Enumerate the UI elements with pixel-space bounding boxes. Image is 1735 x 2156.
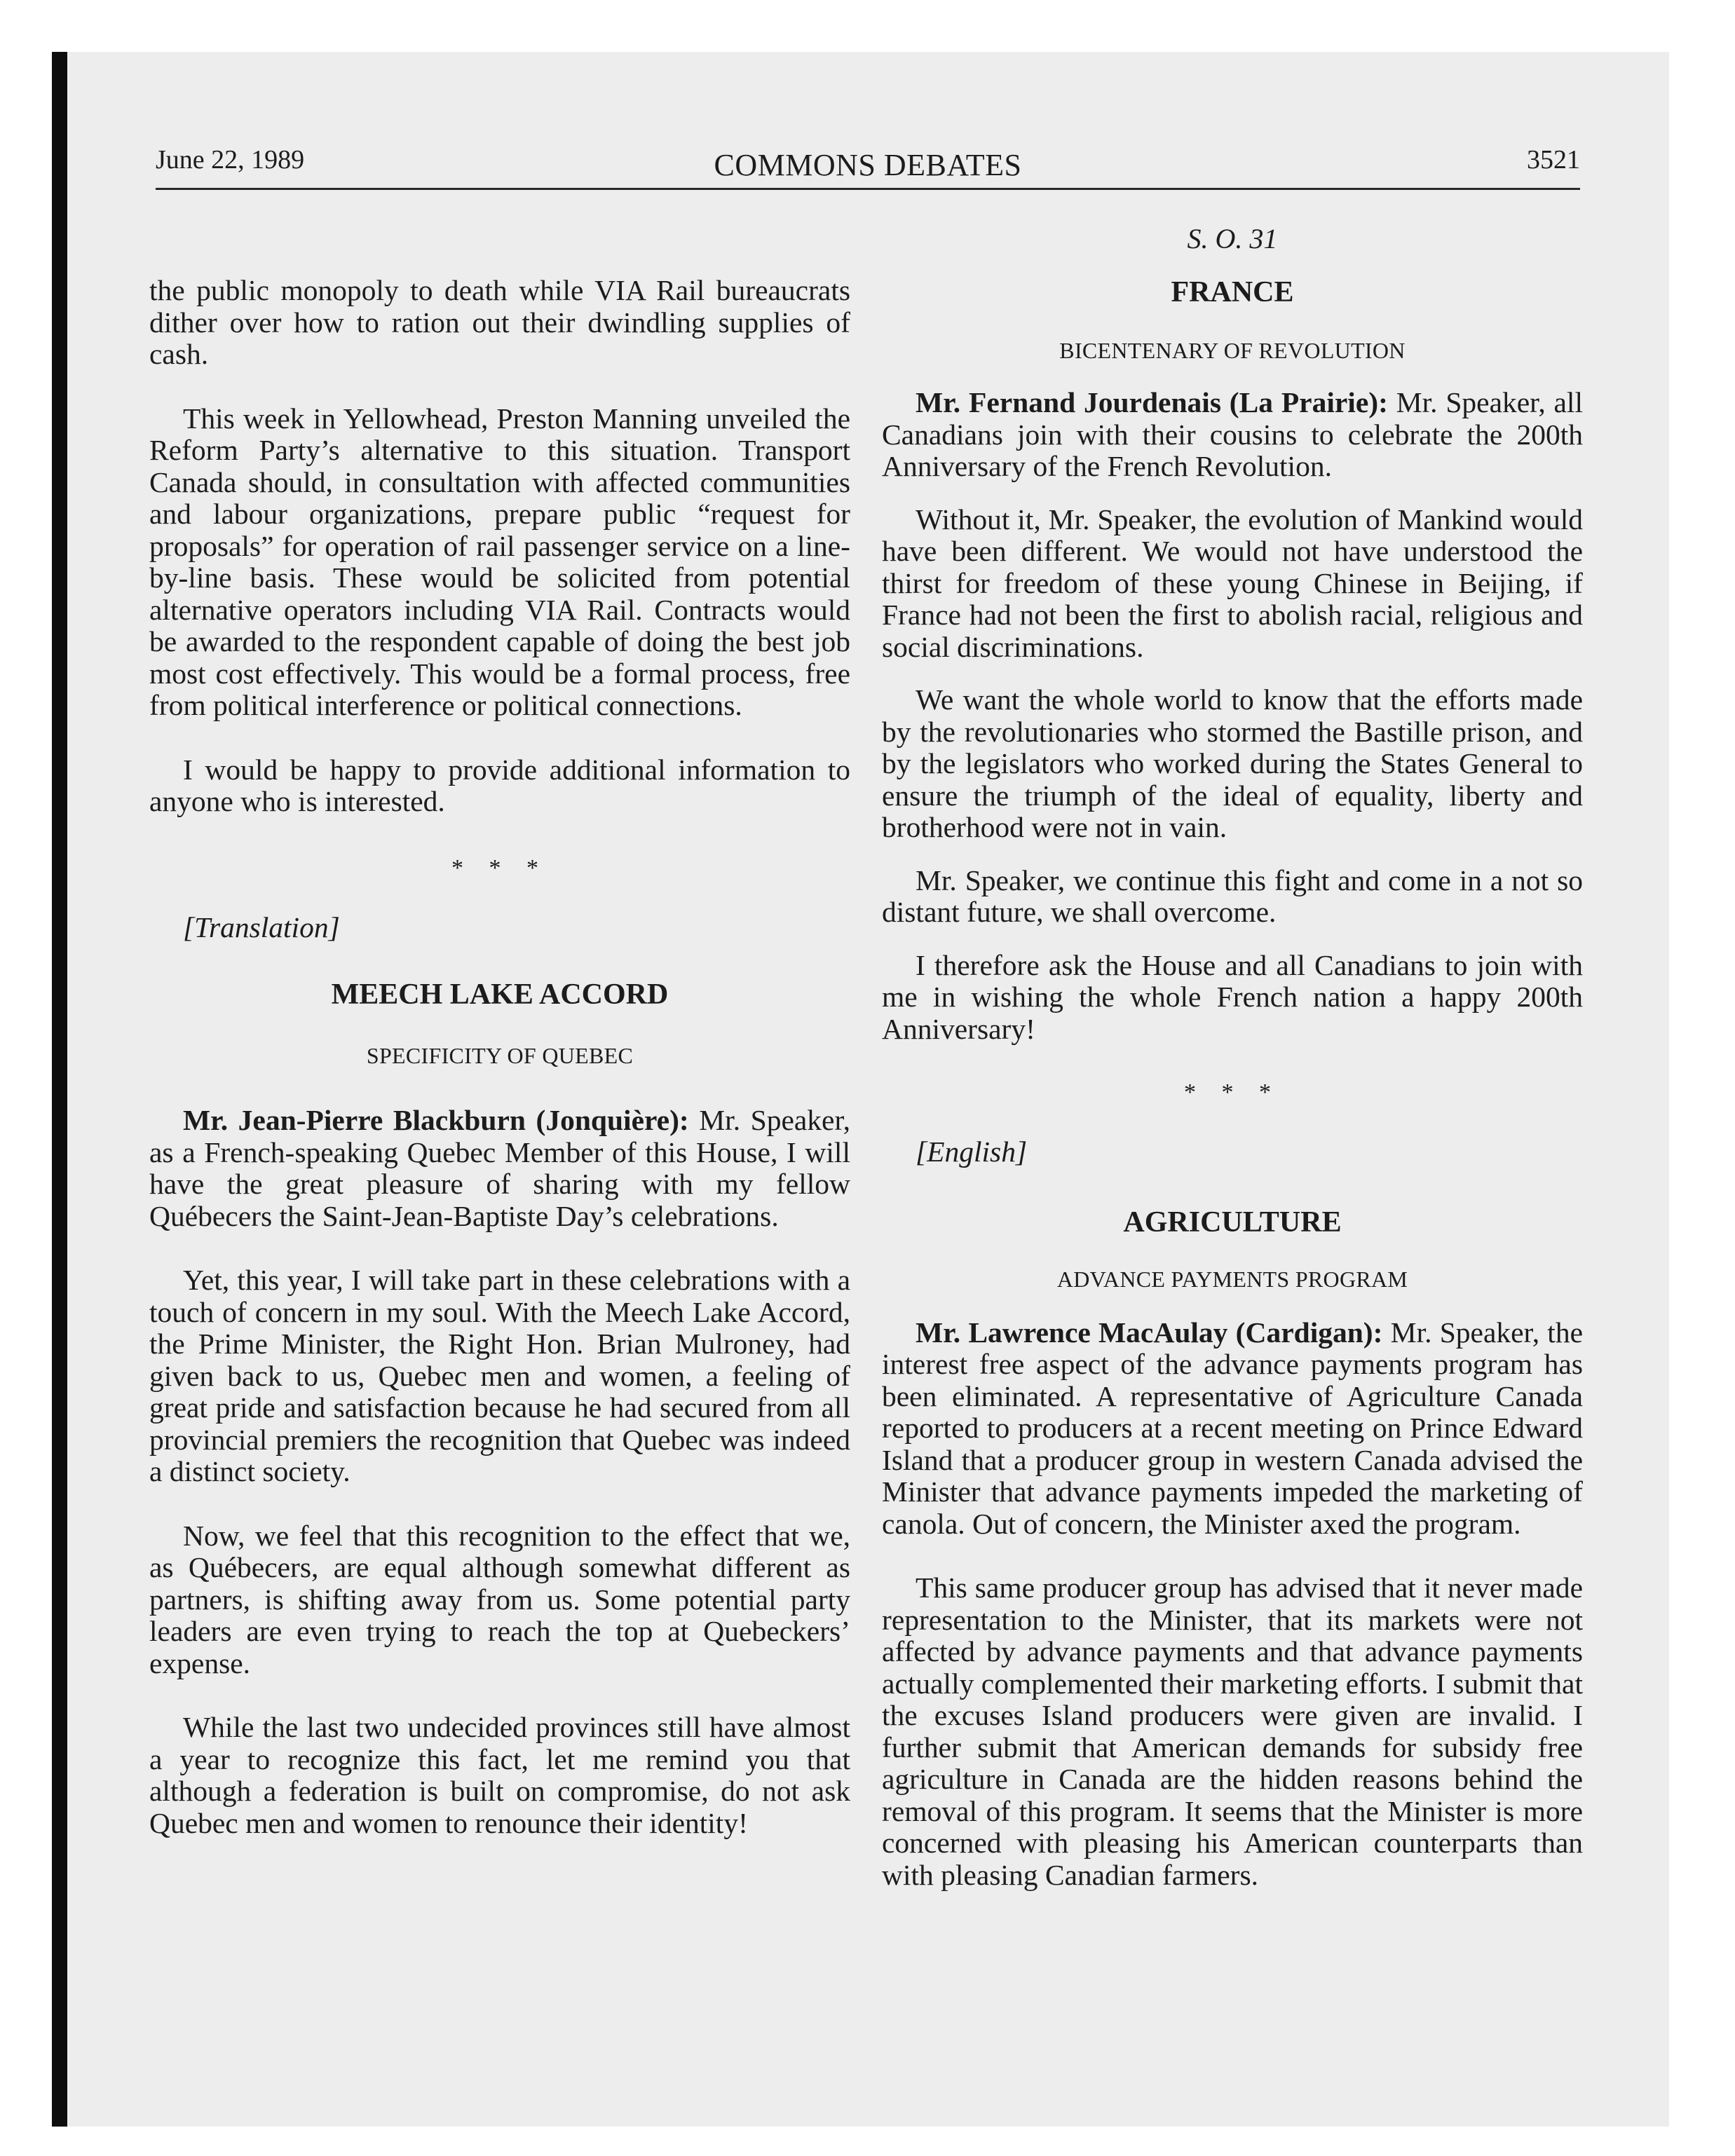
paragraph: [882, 1317, 1583, 1541]
language-note: [Translation]: [183, 910, 340, 943]
section-subheading: SPECIFICITY OF QUEBEC: [366, 1043, 634, 1068]
scan-edge: [52, 52, 67, 2127]
section-heading: AGRICULTURE: [1123, 1206, 1342, 1239]
section-heading: FRANCE: [1171, 276, 1294, 308]
right-column: [882, 223, 1583, 1891]
paragraph: [149, 1105, 850, 1232]
section-heading: MEECH LAKE ACCORD: [331, 978, 669, 1011]
paragraph: [882, 387, 1583, 483]
paragraph: I therefore ask the House and all Canadians to join with me in wishing the whole French nation a happy 200th Anniversary!: [882, 948, 1583, 1045]
standing-order: S. O. 31: [1187, 223, 1278, 254]
left-column: [149, 275, 850, 1839]
speech-text: Mr. Speaker, as a French-speaking Quebec Member of this House, I will have the great pleasure of sharing with my fellow Québecers the Saint-Jean-Baptiste Day’s celebrations.: [149, 1104, 850, 1232]
section-separator: * * *: [451, 854, 548, 881]
paragraph: Yet, this year, I will take part in these celebrations with a touch of concern in my soul. With the Meech Lake Accord, the Prime Minister, the Right Hon. Brian Mulroney, had given back to us, Quebec men and women, a feeling of great pride and satisfaction because he had secured from all provincial premiers the recognition that Quebec was indeed a distinct society.: [149, 1264, 850, 1487]
paragraph: This same producer group has advised that it never made representation to the Minister, that its markets were not affected by advance payments and that advance payments actually complemented their marketing efforts. I submit that the excuses Island producers were given are invalid. I further submit that American demands for subsidy free agriculture in Canada are the hidden reasons behind the removal of this program. It seems that the Minister is more concerned with pleasing his American counterparts than with pleasing Canadian farmers.: [882, 1571, 1583, 1891]
page-number: 3521: [1527, 145, 1580, 175]
header-title: COMMONS DEBATES: [714, 148, 1022, 182]
paragraph: This week in Yellowhead, Preston Manning unveiled the Reform Party’s alternative to this situation. Transport Canada should, in consultation with affected communities and labour organizations, prepare public “request for proposals” for operation of rail passenger service on a line-by-line basis. These would be solicited from potential alternative operators including VIA Rail. Contracts would be awarded to the respondent capable of doing the best job most cost effectively. This would be a formal process, free from political interference or political connections.: [149, 402, 850, 721]
speaker-name: Mr. Fernand Jourdenais (La Prairie):: [916, 386, 1388, 418]
paragraph: Without it, Mr. Speaker, the evolution of Mankind would have been different. We would not have understood the thirst for freedom of these young Chinese in Beijing, if France had not been the first to abolish racial, religious and social discriminations.: [882, 503, 1583, 663]
speech-text: Mr. Speaker, the interest free aspect of the advance payments program has been eliminated. A representative of Agriculture Canada reported to producers at a recent meeting on Prince Edward Island that a producer group in western Canada advised the Minister that advance payments impeded the marketing of canola. Out of concern, the Minister axed the program.: [882, 1316, 1583, 1540]
header-date: June 22, 1989: [156, 145, 305, 175]
paragraph: Mr. Speaker, we continue this fight and come in a not so distant future, we shall overcome.: [882, 864, 1583, 928]
section-subheading: ADVANCE PAYMENTS PROGRAM: [1056, 1266, 1408, 1292]
running-header: [156, 139, 1580, 188]
paragraph: Now, we feel that this recognition to the effect that we, as Québecers, are equal although somewhat different as partners, is shifting away from us. Some potential party leaders are even trying to reach the top at Quebeckers’ expense.: [149, 1519, 850, 1679]
paragraph: While the last two undecided provinces still have almost a year to recognize this fact, let me remind you that although a federation is built on compromise, do not ask Quebec men and women to renounce their identity!: [149, 1711, 850, 1839]
language-note: [English]: [916, 1135, 1028, 1168]
paragraph: We want the whole world to know that the efforts made by the revolutionaries who stormed the Bastille prison, and by the legislators who worked during the States General to ensure the triumph of the ideal of equality, liberty and brotherhood were not in vain.: [882, 683, 1583, 843]
paragraph: I would be happy to provide additional information to anyone who is interested.: [149, 753, 850, 817]
speaker-name: Mr. Jean-Pierre Blackburn (Jonquière):: [183, 1104, 689, 1136]
section-separator: * * *: [1184, 1079, 1281, 1105]
section-subheading: BICENTENARY OF REVOLUTION: [1059, 338, 1406, 363]
paragraph: the public monopoly to death while VIA Rail bureaucrats dither over how to ration out their dwindling supplies of cash.: [149, 274, 850, 370]
speaker-name: Mr. Lawrence MacAulay (Cardigan):: [916, 1316, 1383, 1349]
speech-text: Mr. Speaker, all Canadians join with their cousins to celebrate the 200th Anniversary of the French Revolution.: [882, 386, 1583, 482]
header-rule: [156, 188, 1580, 190]
